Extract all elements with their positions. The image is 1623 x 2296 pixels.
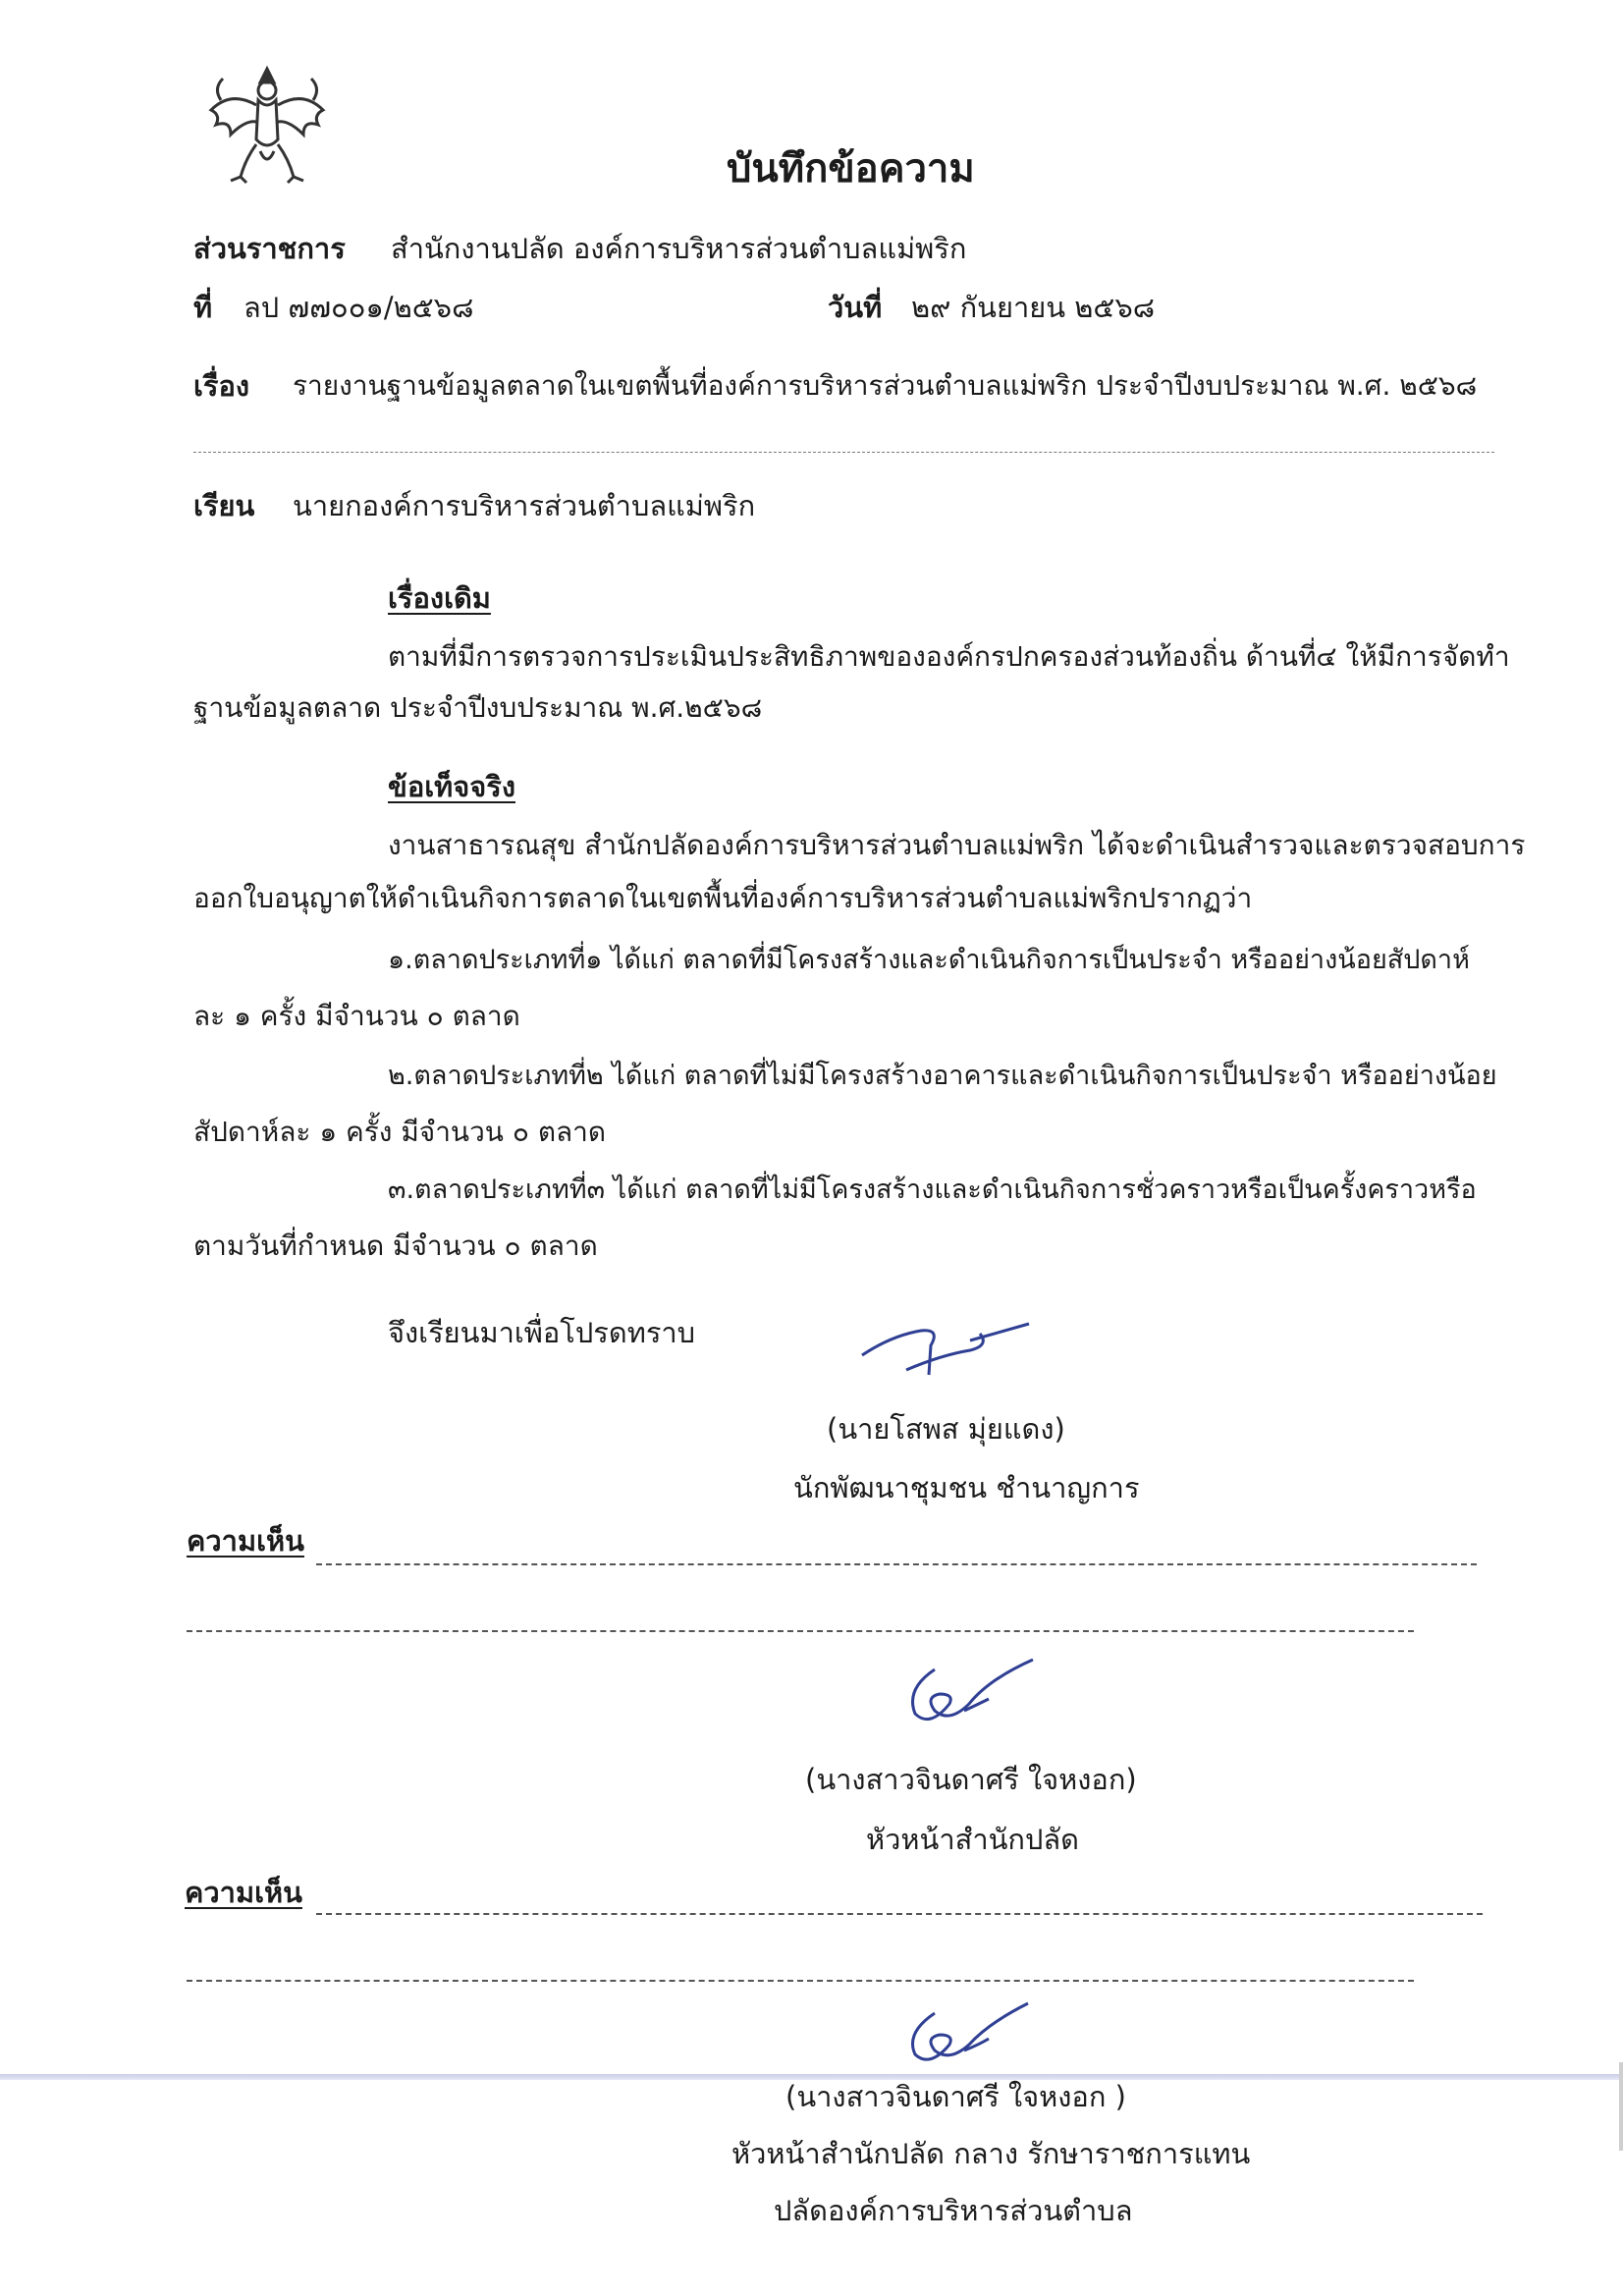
opinion-1-line-1 <box>316 1563 1477 1565</box>
to-label: เรียน <box>193 489 255 522</box>
background-heading: เรื่องเดิม <box>388 581 491 615</box>
signer-1-name: (นายโสพส มุ่ยแดง) <box>827 1412 1065 1446</box>
market-type-2-line-1: ๒.ตลาดประเภทที่๒ ได้แก่ ตลาดที่ไม่มีโครงสร้างอาคารและดำเนินกิจการเป็นประจำ หรืออย่างน้อย <box>388 1061 1497 1091</box>
signer-3-position-2: ปลัดองค์การบริหารส่วนตำบล <box>774 2194 1133 2227</box>
facts-line-2: ออกใบอนุญาตให้ดำเนินกิจการตลาดในเขตพื้นที่องค์การบริหารส่วนตำบลแม่พริกปรากฏว่า <box>193 882 1253 914</box>
signature-1-icon <box>852 1316 1049 1385</box>
date-label: วันที่ <box>828 291 883 324</box>
page-title: บันทึกข้อความ <box>727 146 975 191</box>
opinion-1-line-2 <box>187 1630 1414 1632</box>
signer-3-name: (นางสาวจินดาศรี ใจหงอก ) <box>785 2080 1126 2113</box>
facts-heading: ข้อเท็จจริง <box>388 770 515 803</box>
market-type-1-line-2: ละ ๑ ครั้ง มีจำนวน ๐ ตลาด <box>193 1000 520 1032</box>
signer-1-position: นักพัฒนาชุมชน ชำนาญการ <box>793 1471 1140 1504</box>
dept-label: ส่วนราชการ <box>193 232 346 265</box>
background-line-2: ฐานข้อมูลตลาด ประจำปีงบประมาณ พ.ศ.๒๕๖๘ <box>193 691 763 724</box>
opinion-1-label: ความเห็น <box>187 1524 304 1558</box>
market-type-3-line-2: ตามวันที่กำหนด มีจำนวน ๐ ตลาด <box>193 1230 598 1262</box>
ref-label: ที่ <box>193 291 213 324</box>
opinion-2-line-2 <box>187 1980 1414 1982</box>
closing-text: จึงเรียนมาเพื่อโปรดทราบ <box>388 1316 696 1349</box>
market-type-2-line-2: สัปดาห์ละ ๑ ครั้ง มีจำนวน ๐ ตลาด <box>193 1116 607 1148</box>
subject-label: เรื่อง <box>193 369 250 403</box>
signer-2-name: (นางสาวจินดาศรี ใจหงอก) <box>805 1763 1137 1796</box>
garuda-emblem-icon <box>201 61 334 189</box>
ref-value: ลป ๗๗๐๐๑/๒๕๖๘ <box>243 291 474 324</box>
signer-3-position-1: หัวหน้าสำนักปลัด กลาง รักษาราชการแทน <box>731 2137 1251 2170</box>
signature-3-icon <box>895 1994 1053 2082</box>
scan-edge <box>1619 2062 1623 2151</box>
date-value: ๒๙ กันยายน ๒๕๖๘ <box>911 291 1156 324</box>
signature-2-icon <box>895 1650 1053 1748</box>
market-type-1-line-1: ๑.ตลาดประเภทที่๑ ได้แก่ ตลาดที่มีโครงสร้างและดำเนินกิจการเป็นประจำ หรืออย่างน้อยสัปดาห์ <box>388 945 1470 975</box>
market-type-3-line-1: ๓.ตลาดประเภทที่๓ ได้แก่ ตลาดที่ไม่มีโครงสร้างและดำเนินกิจการชั่วคราวหรือเป็นครั้งคราวหรือ <box>388 1175 1477 1205</box>
header-divider <box>193 452 1494 453</box>
dept-value: สำนักงานปลัด องค์การบริหารส่วนตำบลแม่พริก <box>391 232 967 265</box>
facts-line-1: งานสาธารณสุข สำนักปลัดองค์การบริหารส่วนตำบลแม่พริก ได้จะดำเนินสำรวจและตรวจสอบการ <box>388 829 1526 861</box>
subject-value: รายงานฐานข้อมูลตลาดในเขตพื้นที่องค์การบริหารส่วนตำบลแม่พริก ประจำปีงบประมาณ พ.ศ. ๒๕๖๘ <box>293 369 1478 402</box>
signer-2-position: หัวหน้าสำนักปลัด <box>866 1823 1080 1856</box>
opinion-2-label: ความเห็น <box>185 1876 302 1909</box>
background-line-1: ตามที่มีการตรวจการประเมินประสิทธิภาพขององค์กรปกครองส่วนท้องถิ่น ด้านที่๔ ให้มีการจัดทำ <box>388 640 1510 673</box>
to-value: นายกองค์การบริหารส่วนตำบลแม่พริก <box>293 489 756 522</box>
opinion-2-line-1 <box>316 1913 1483 1915</box>
